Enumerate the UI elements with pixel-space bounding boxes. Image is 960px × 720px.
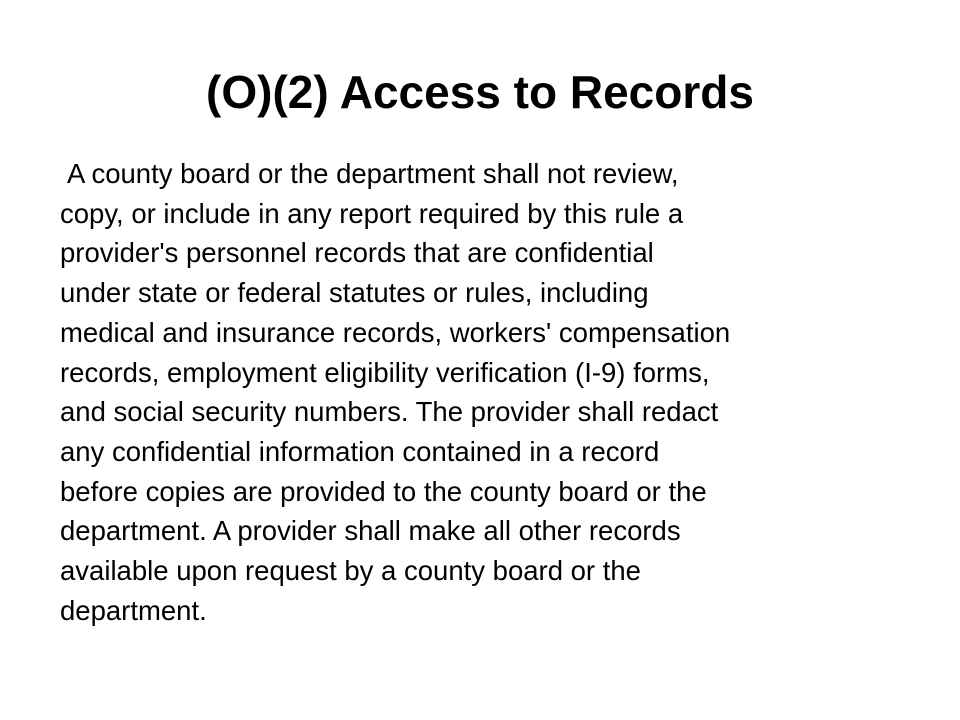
body-line: any confidential information contained in a record xyxy=(60,435,660,467)
body-line: under state or federal statutes or rules, including xyxy=(60,277,649,309)
body-line: and social security numbers. The provider shall redact xyxy=(60,396,719,428)
body-line: records, employment eligibility verification (I-9) forms, xyxy=(60,356,710,388)
body-line: provider's personnel records that are confidential xyxy=(60,237,654,269)
body-line: available upon request by a county board or the xyxy=(60,555,641,587)
body-line: copy, or include in any report required by this rule a xyxy=(60,197,684,229)
body-line: medical and insurance records, workers' compensation xyxy=(60,316,731,348)
body-line: department. xyxy=(60,594,207,626)
body-line: before copies are provided to the county board or the xyxy=(60,475,707,507)
slide-title: (O)(2) Access to Records xyxy=(206,66,754,118)
body-line: department. A provider shall make all other records xyxy=(60,515,681,547)
body-line: A county board or the department shall not review, xyxy=(67,158,679,189)
slide-body xyxy=(60,154,900,630)
